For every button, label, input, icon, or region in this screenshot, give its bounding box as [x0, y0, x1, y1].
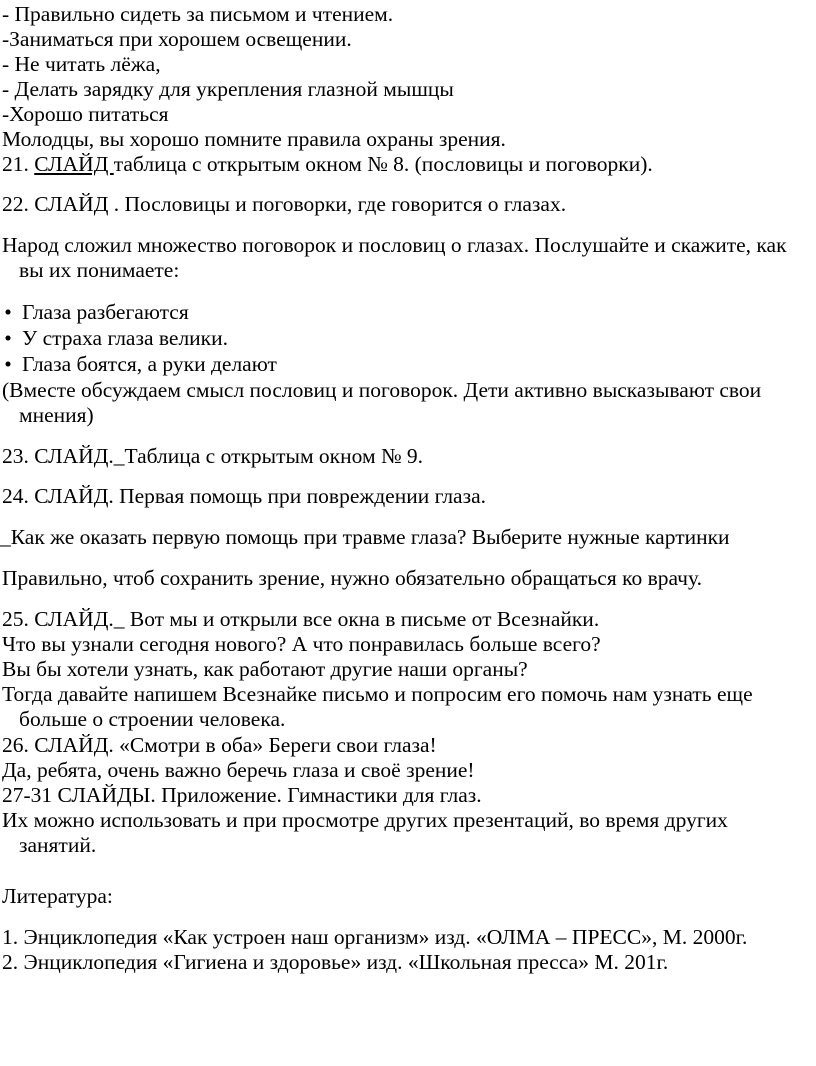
discussion-line-1: (Вместе обсуждаем смысл пословиц и поговорок. Дети активно высказывают свои [2, 378, 762, 402]
first-aid-line [0, 525, 730, 549]
slide-21-number: 21. [2, 152, 35, 176]
question-line: Вы бы хотели узнать, как работают другие наши органы? [2, 657, 528, 681]
discussion-line-2: мнения) [19, 403, 94, 427]
slide-21-text: таблица с открытым окном № 8. (пословицы и поговорки). [113, 152, 653, 176]
use-line-2: занятий. [19, 833, 97, 857]
literature-item: 2. Энциклопедия «Гигиена и здоровье» изд. «Школьная пресса» М. 201г. [2, 950, 669, 974]
proverb-item [4, 326, 229, 350]
protect-line: Да, ребята, очень важно беречь глаза и своё зрение! [2, 758, 475, 782]
slide-25-heading: 25. СЛАЙД._ Вот мы и открыли все окна в письме от Всезнайки. [2, 607, 600, 631]
literature-heading: Литература: [2, 884, 113, 908]
slide-23-text: Таблица с открытым окном № 9. [124, 444, 423, 468]
slide-27-heading: 27-31 СЛАЙДЫ. Приложение. Гимнастики для глаз. [2, 783, 482, 807]
proverb-text: Глаза разбегаются [22, 300, 189, 324]
praise-line: Молодцы, вы хорошо помните правила охраны зрения. [2, 127, 506, 151]
question-line: Что вы узнали сегодня нового? А что понравилась больше всего? [2, 632, 601, 656]
proverb-text: Глаза боятся, а руки делают [22, 352, 277, 376]
proverb-item [4, 352, 277, 376]
rule-line: - Не читать лёжа, [2, 52, 161, 76]
slide-23-label: 23. СЛАЙД. [2, 444, 114, 468]
intro-line-1: Народ сложил множество поговорок и пословиц о глазах. Послушайте и скажите, как [2, 233, 787, 257]
slide-23-underscore: _ [113, 444, 125, 468]
bullet-icon: • [4, 326, 12, 350]
first-aid-text: Как же оказать первую помощь при травме глаза? Выберите нужные картинки [10, 525, 730, 549]
slide-24-heading: 24. СЛАЙД. Первая помощь при повреждении глаза. [2, 484, 487, 508]
slide-21-line [2, 152, 653, 176]
bullet-icon: • [4, 300, 12, 324]
literature-item: 1. Энциклопедия «Как устроен наш организм» изд. «ОЛМА – ПРЕСС», М. 2000г. [2, 925, 748, 949]
proverb-text: У страха глаза велики. [22, 326, 229, 350]
slide-26-heading: 26. СЛАЙД. «Смотри в оба» Береги свои глаза! [2, 733, 437, 757]
use-line-1: Их можно использовать и при просмотре других презентаций, во время других [2, 808, 728, 832]
rule-line: - Делать зарядку для укрепления глазной мышцы [2, 77, 454, 101]
bullet-icon: • [4, 352, 12, 376]
rule-line: -Хорошо питаться [2, 102, 169, 126]
letter-line-1: Тогда давайте напишем Всезнайке письмо и попросим его помочь нам узнать еще [2, 682, 753, 706]
proverb-item [4, 300, 189, 324]
intro-line-2: вы их понимаете: [19, 258, 180, 282]
slide-21-label: СЛАЙД [34, 152, 114, 176]
rule-line: -Заниматься при хорошем освещении. [2, 27, 352, 51]
letter-line-2: больше о строении человека. [19, 707, 286, 731]
first-aid-underscore: _ [0, 525, 11, 549]
rule-line: - Правильно сидеть за письмом и чтением. [2, 2, 394, 26]
doctor-line: Правильно, чтоб сохранить зрение, нужно обязательно обращаться ко врачу. [2, 566, 702, 590]
slide-22-heading: 22. СЛАЙД . Пословицы и поговорки, где говорится о глазах. [2, 192, 567, 216]
slide-23-line [2, 444, 423, 468]
